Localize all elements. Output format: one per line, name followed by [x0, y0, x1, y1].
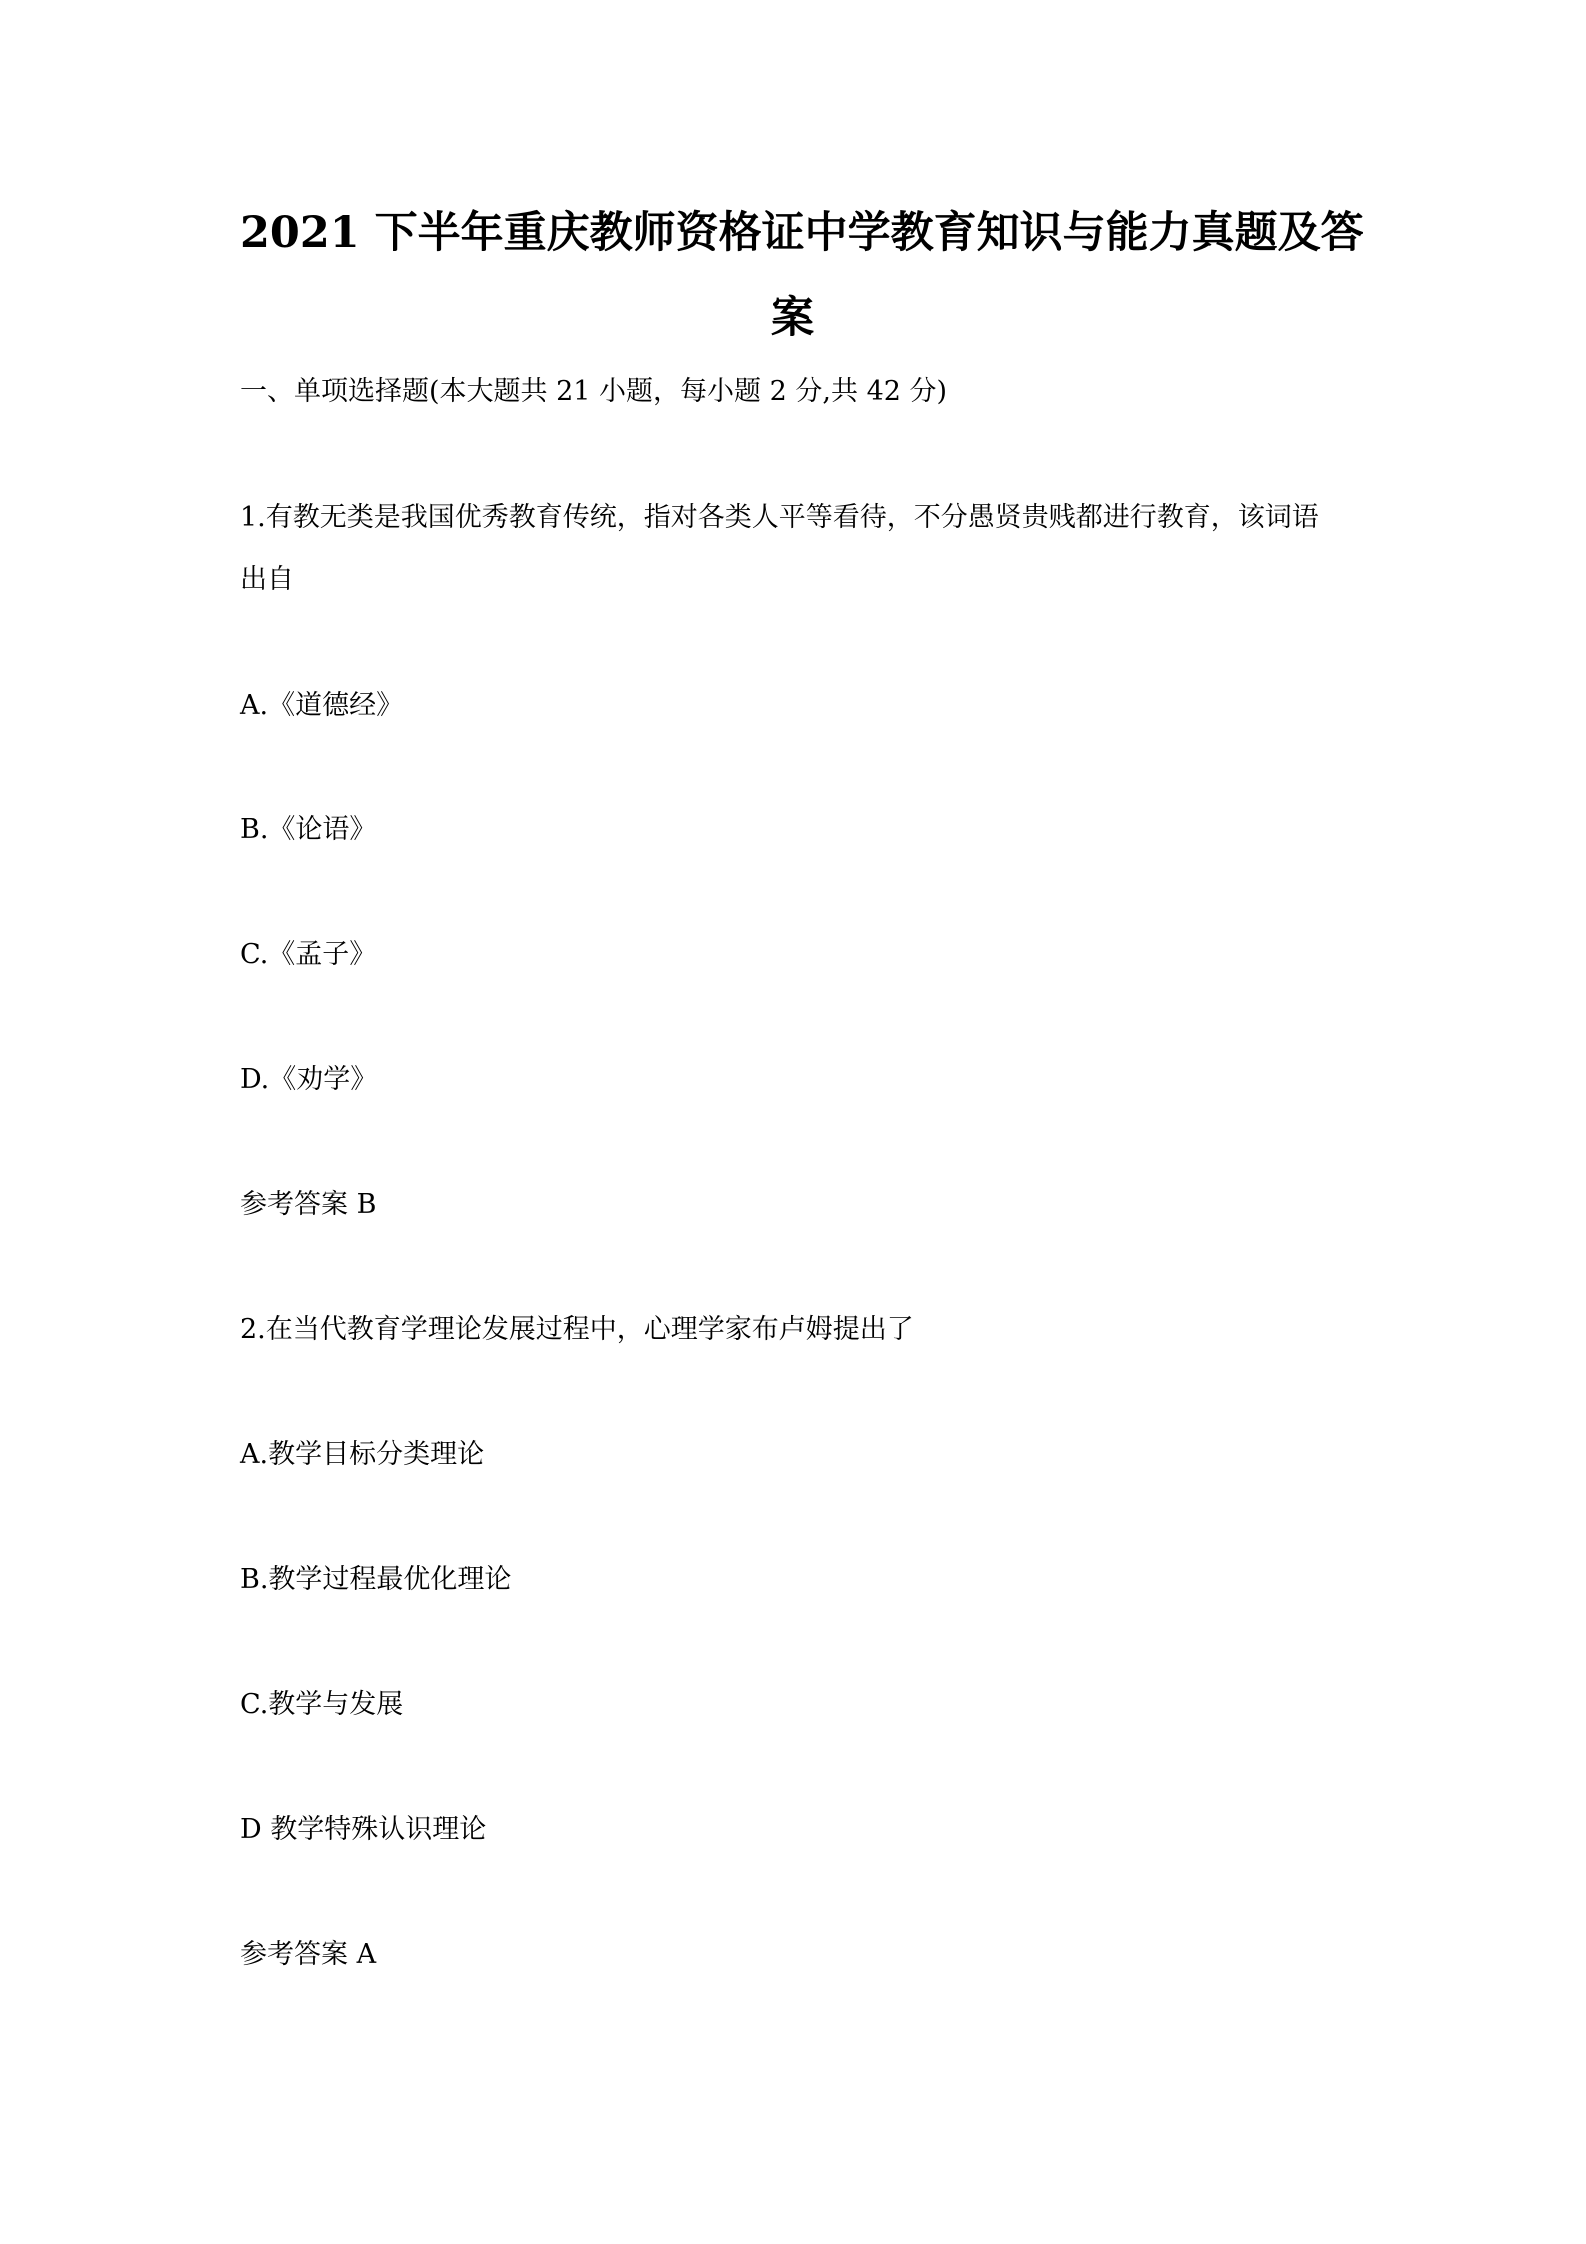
- question-2-option-b: B.教学过程最优化理论: [240, 1564, 512, 1595]
- question-1-option-b: B.《论语》: [240, 814, 377, 845]
- section-header: 一、单项选择题(本大题共 21 小题，每小题 2 分,共 42 分): [240, 376, 948, 407]
- question-1-text-line-2: 出自: [240, 564, 294, 595]
- question-1-option-c: C.《孟子》: [240, 939, 377, 970]
- question-1-option-a: A.《道德经》: [240, 690, 404, 721]
- document-title-line-1: 2021 下半年重庆教师资格证中学教育知识与能力真题及答: [240, 208, 1364, 258]
- question-1-option-d: D.《劝学》: [240, 1064, 378, 1095]
- question-2-option-a: A.教学目标分类理论: [240, 1439, 485, 1470]
- question-1-text-line-1: 1.有教无类是我国优秀教育传统，指对各类人平等看待，不分愚贤贵贱都进行教育，该词语: [240, 502, 1319, 533]
- question-2-option-d: D 教学特殊认识理论: [240, 1814, 487, 1845]
- question-1-answer: 参考答案 B: [240, 1189, 377, 1220]
- document-title-line-2: 案: [771, 293, 814, 343]
- question-2-answer: 参考答案 A: [240, 1939, 377, 1970]
- question-2-option-c: C.教学与发展: [240, 1689, 404, 1720]
- question-2-text: 2.在当代教育学理论发展过程中，心理学家布卢姆提出了: [240, 1314, 914, 1345]
